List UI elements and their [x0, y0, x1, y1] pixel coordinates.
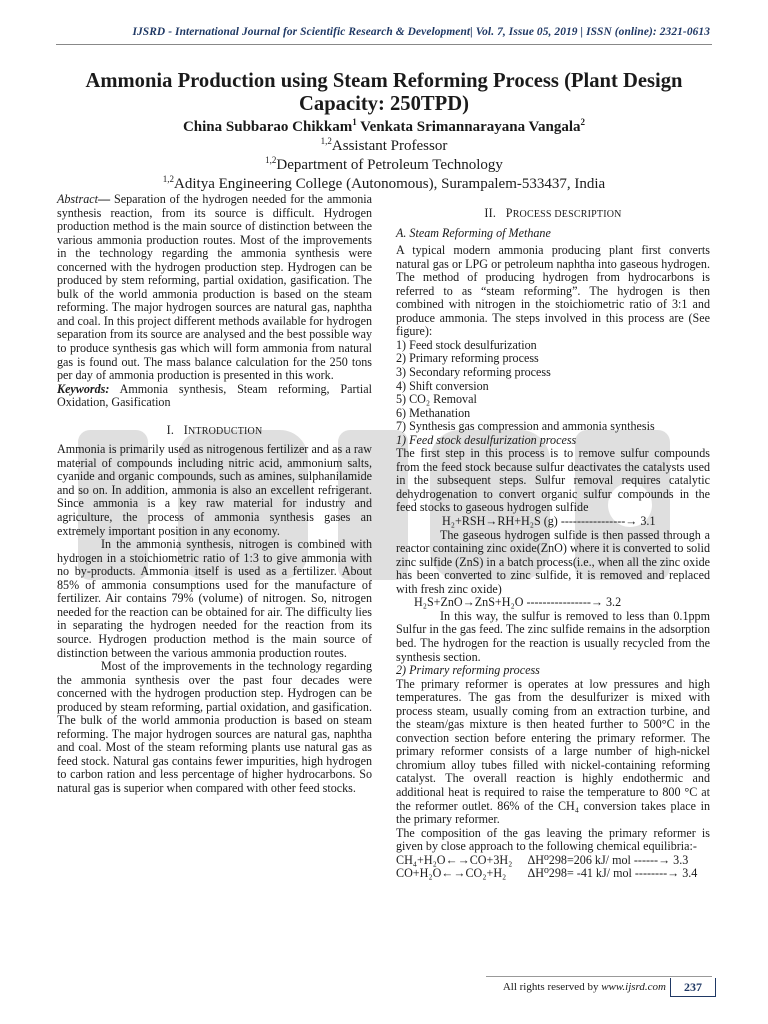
- journal-header: IJSRD - International Journal for Scientific Research & Development| Vol. 7, Issue 05, 2019 | ISSN (online): 2321-0613: [132, 26, 710, 38]
- equation-3-2: H₂S+ZnO→ZnS+H₂O ----------------→ 3.2: [414, 595, 622, 610]
- desulfurization-paragraph-3: In this way, the sulfur is removed to less than 0.1ppm Sulfur in the gas feed. The zinc sulfide remains in the adsorption bed. The hydrogen for the reaction is usually recycled from the synthesis section.: [396, 608, 710, 664]
- paper-title: Ammonia Production using Steam Reforming Process (Plant Design Capacity: 250TPD): [85, 70, 683, 115]
- section-heading-introduction: I. INTRODUCTION: [166, 422, 263, 437]
- keywords: [57, 383, 372, 410]
- list-item: 4) Shift conversion: [396, 378, 489, 393]
- section-heading-process: II. PROCESS DESCRIPTION: [484, 206, 622, 220]
- abstract-label: Abstract: [57, 192, 98, 206]
- author-block: [40, 118, 728, 194]
- primary-reforming-paragraph-1: The primary reformer is operates at low pressures and high temperatures. The gas from the desulfurizer is mixed with process steam, usually coming from an extraction turbine, and the steam/gas mixture is then heated further to 500°C in the convection section before entering the primary reformer. The primary reformer consists of a large number of high-nickel chromium alloy tubes filled with nickel-containing reforming catalyst. The overall reaction is highly endothermic and additional heat is required to raise the temperature to 800 °C at the reformer outlet. 86% of the CH₄ conversion takes place in the primary reformer.: [396, 676, 710, 827]
- author-2-sup: 2: [580, 117, 586, 127]
- author-names: [40, 118, 728, 137]
- abstract-text: Separation of the hydrogen needed for the ammonia synthesis reaction, from its source is difficult. Hydrogen production method is the main source of distinction between the various ammonia production routes. Most of the improvements in the technology regarding the ammonia synthesis were concerned with the hydrogen production step. Hydrogen can be produced by stem reforming, partial oxidation, gasification. The bulk of the world ammonia production is based on the steam reforming. The major hydrogen sources are natural gas, naphtha and coal. In this project different methods available for hydrogen separation from its source are analysed and the best possible way to produce synthesis gas which will form ammonia from natural gas is found out. The mass balance calculation for the 250 tons per day of ammonia production is presented in this work.: [57, 192, 373, 383]
- right-column: [396, 193, 710, 881]
- keywords-text: Ammonia synthesis, Steam reforming, Partial Oxidation, Gasification: [57, 381, 372, 410]
- footer-rights: All rights reserved by www.ijsrd.com: [502, 981, 666, 993]
- author-department: $^{1,2}$Department of Petroleum Technology: [265, 155, 503, 173]
- header-divider: [56, 44, 712, 45]
- subheading-primary-reforming: 2) Primary reforming process: [396, 663, 540, 678]
- footer-site-link[interactable]: www.ijsrd.com: [601, 981, 666, 993]
- author-college: $^{1,2}$Aditya Engineering College (Autonomous), Surampalem-533437, India: [162, 174, 606, 192]
- equation-3-3: CH₄+H₂O←→CO+3H₂ ΔH⁰298=206 kJ/ mol ------→ 3.3: [396, 852, 689, 867]
- list-item: 2) Primary reforming process: [396, 351, 539, 366]
- author-1: China Subbarao Chikkam: [182, 119, 353, 135]
- list-item: 3) Secondary reforming process: [396, 365, 551, 380]
- intro-paragraph-1: Ammonia is primarily used as nitrogenous fertilizer and as a raw material of compounds including nitric acid, ammonium salts, cyanide and organic compounds, such as amines, sulphanilamide and so on. In addition, ammonia is also an excellent refrigerant. Since ammonia is a key raw material for industry and agriculture, the process of ammonia synthesis gases an extremely important position in any economy.: [57, 442, 372, 538]
- footer-divider: [486, 976, 712, 977]
- list-item: 1) Feed stock desulfurization: [396, 337, 537, 352]
- list-item: 7) Synthesis gas compression and ammonia synthesis: [396, 419, 655, 434]
- author-2: Venkata Srimannarayana Vangala: [356, 119, 581, 135]
- intro-paragraph-3: Most of the improvements in the technology regarding the ammonia synthesis over the past four decades were concerned with the hydrogen production step. Hydrogen can be produced by steam reforming, partial oxidation, and gasification. The bulk of the world ammonia production is based on steam reforming. The major hydrogen sources are natural gas, naphtha and coal. Most of the steam reforming plants use natural gas as feed stock. Natural gas contains fewer impurities, high hydrogen to carbon ration and less percentage of higher hydrocarbons. So natural gas is superior when compared with other feed stocks.: [57, 659, 372, 795]
- desulfurization-paragraph-1: The first step in this process is to remove sulfur compounds from the feed stock because sulfur deactivates the catalysts used in the subsequent steps. Sulfur removal requires catalytic dehydrogenation to convert organic sulfur compounds in the feed stocks to gaseous hydrogen sulfide: [396, 446, 710, 515]
- left-column: [57, 193, 372, 796]
- subheading-steam-reforming: A. Steam Reforming of Methane: [396, 225, 551, 240]
- process-paragraph-1: A typical modern ammonia producing plant first converts natural gas or LPG or petroleum naphtha into gaseous hydrogen. The method of producing hydrogen from hydrocarbons is referred to as “steam reforming”. The hydrogen is then combined with nitrogen in the stoichiometric ratio of 3:1 and produce ammonia. The steps involved in this process are (See figure):: [396, 243, 710, 339]
- keywords-label: Keywords:: [57, 381, 110, 396]
- author-role: $^{1,2}$Assistant Professor: [320, 136, 448, 154]
- abstract-dash: —: [97, 192, 111, 206]
- list-item: 5) CO₂ Removal: [396, 392, 477, 407]
- list-item: 6) Methanation: [396, 405, 471, 420]
- primary-reforming-paragraph-2: The composition of the gas leaving the primary reformer is given by close approach to the following chemical equilibria:-: [396, 825, 710, 854]
- equation-3-1: H₂+RSH→RH+H₂S (g) ----------------→ 3.1: [442, 514, 656, 529]
- intro-paragraph-2: In the ammonia synthesis, nitrogen is combined with hydrogen in a stoichiometric ratio of 1:3 to give ammonia with no by-products. Ammonia itself is used as a fertilizer. About 85% of ammonia consumptions used for the manufacture of fertilizer. Air contains 79% (volume) of nitrogen. So, nitrogen needed for the reaction can be obtained for air. The difficulty lies in separating the hydrogen needed for the reaction from its source. Hydrogen production method is the main source of distinction between the various ammonia production routes.: [57, 537, 372, 660]
- author-1-sup: 1: [352, 117, 357, 127]
- equation-3-4: CO+H₂O←→CO₂+H₂ ΔH⁰298= -41 kJ/ mol --------→ 3.4: [396, 866, 698, 881]
- desulfurization-paragraph-2: The gaseous hydrogen sulfide is then passed through a reactor containing zinc oxide(ZnO) where it is converted to solid zinc sulfide (ZnS) in a batch process(i.e., when all the zinc oxide has been converted to zinc sulfide, it is removed and replaced with fresh zinc oxide): [396, 527, 710, 596]
- abstract: [57, 193, 372, 383]
- page-number: 237: [670, 978, 716, 997]
- subheading-desulfurization: 1) Feed stock desulfurization process: [396, 432, 577, 447]
